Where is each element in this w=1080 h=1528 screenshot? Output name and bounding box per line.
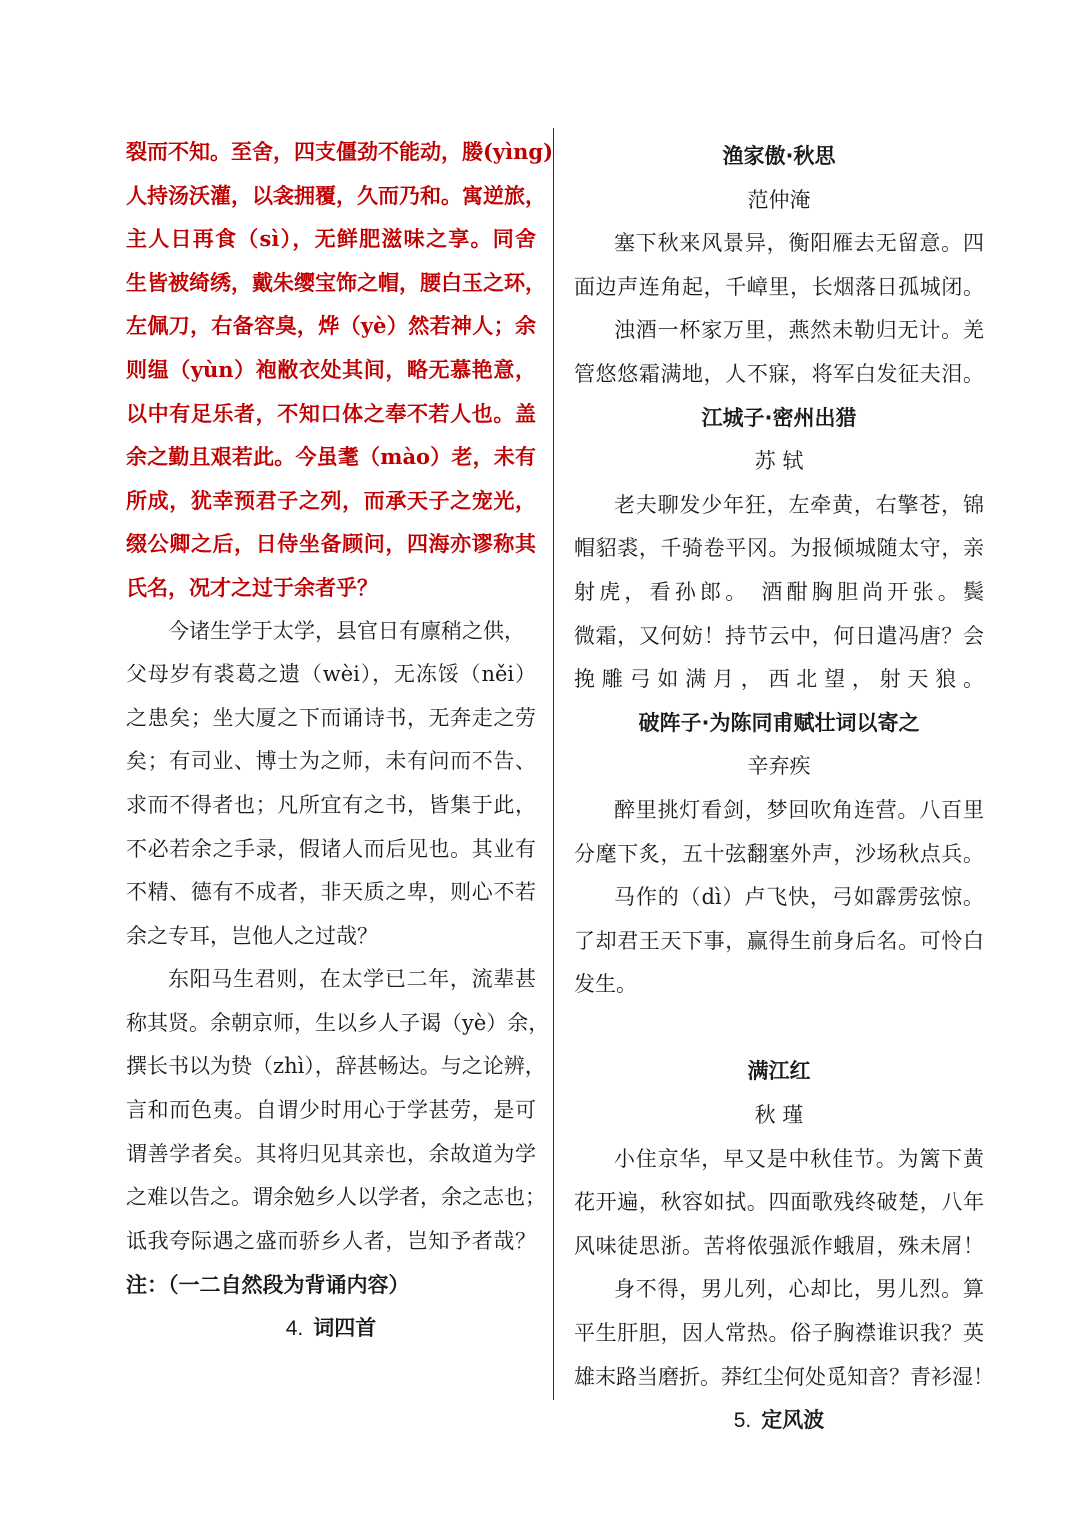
- paragraph-line: 不精、德有不成者，非天质之卑，则心不若: [126, 880, 536, 905]
- red-text-line: 左佩刀，右备容臭，烨（yè）然若神人；余: [126, 313, 536, 339]
- poem-line: 分麾下炙，五十弦翻塞外声，沙场秋点兵。: [574, 841, 984, 866]
- paragraph-line: 父母岁有裘葛之遗（wèi），无冻馁（něi）: [126, 662, 536, 687]
- red-text-line: 氏名，况才之过于余者乎？: [126, 574, 378, 600]
- section-heading: [574, 1399, 984, 1443]
- poem-line: 醉里挑灯看剑，梦回吹角连营。八百里: [614, 797, 984, 822]
- paragraph-line: 谓善学者矣。其将归见其亲也，余故道为学: [126, 1141, 536, 1166]
- poem-line: 管悠悠霜满地，人不寐，将军白发征夫泪。: [574, 361, 984, 386]
- poem-line: 浊酒一杯家万里，燕然未勒归无计。羌: [614, 318, 984, 343]
- paragraph-line: 撰长书以为贽（zhì），辞甚畅达。与之论辨，: [126, 1054, 546, 1079]
- red-text-line: 生皆被绮绣，戴朱缨宝饰之帽，腰白玉之环，: [126, 269, 546, 295]
- poem-line: 了却君王天下事，赢得生前身后名。可怜白: [574, 928, 984, 953]
- poem-line: 老夫聊发少年狂，左牵黄，右擎苍，锦: [614, 492, 984, 517]
- spacer: [574, 1007, 984, 1051]
- poem-title: 满江红: [747, 1059, 811, 1084]
- poem-line: 风味徒思浙。苦将侬强派作蛾眉，殊未屑！: [574, 1233, 984, 1258]
- section-number: 4.: [285, 1317, 304, 1341]
- poem-author: 秋 瑾: [754, 1103, 804, 1128]
- paragraph-line: 之难以告之。谓余勉乡人以学者，余之志也；: [126, 1185, 546, 1210]
- paragraph-line: 诋我夸际遇之盛而骄乡人者，岂知予者哉？: [126, 1228, 536, 1253]
- poem-line: 射虎，看孙郎。 酒酣胸胆尚开张。鬓: [574, 579, 984, 604]
- red-text-line: 缀公卿之后，日侍坐备顾问，四海亦谬称其: [126, 531, 536, 557]
- section-number: 5.: [733, 1409, 752, 1433]
- poem-line: 马作的（dì）卢飞快，弓如霹雳弦惊。: [614, 885, 984, 910]
- column-divider: [553, 128, 554, 1400]
- note-text: 注：（一二自然段为背诵内容）: [126, 1272, 410, 1298]
- paragraph-line: 称其贤。余朝京师，生以乡人子谒（yè）余，: [126, 1010, 550, 1035]
- paragraph-line: 之患矣；坐大厦之下而诵诗书，无奔走之劳: [126, 705, 536, 730]
- red-text-line: 则缊（yùn）袍敝衣处其间，略无慕艳意，: [126, 356, 536, 382]
- poem-line: 帽貂裘，千骑卷平冈。为报倾城随太守，亲: [574, 536, 984, 561]
- paragraph-line: 余之专耳，岂他人之过哉？: [126, 923, 378, 948]
- poem-author: 范仲淹: [747, 187, 811, 212]
- red-text-line: 裂而不知。至舍，四支僵劲不能动，媵(yìng): [126, 139, 554, 164]
- section-title: 定风波: [761, 1408, 825, 1433]
- poem-title: 渔家傲·秋思: [722, 144, 836, 168]
- poem-title: 破阵子·为陈同甫赋壮词以寄之: [638, 710, 920, 735]
- red-text-line: 所成，犹幸预君子之列，而承天子之宠光，: [126, 487, 536, 513]
- right-column: [574, 135, 994, 1443]
- red-text-line: 余之勤且艰若此。今虽耄（mào）老，未有: [126, 444, 536, 470]
- poem-line: 小住京华，早又是中秋佳节。为篱下黄: [614, 1146, 984, 1171]
- section-heading: [126, 1307, 536, 1351]
- paragraph-line: 不必若余之手录，假诸人而后见也。其业有: [126, 836, 536, 861]
- paragraph-line: 今诸生学于太学，县官日有廪稍之供，: [168, 618, 525, 643]
- red-text-line: 人持汤沃灌，以衾拥覆，久而乃和。寓逆旅，: [126, 182, 546, 208]
- red-text-line: 以中有足乐者，不知口体之奉不若人也。盖: [126, 400, 536, 426]
- poem-line: 塞下秋来风景异，衡阳雁去无留意。四: [614, 231, 984, 256]
- poem-line: 发生。: [574, 972, 637, 997]
- red-text-line: 主人日再食（sì），无鲜肥滋味之享。同舍: [126, 226, 536, 252]
- poem-line: 面边声连角起，千嶂里，长烟落日孤城闭。: [574, 274, 984, 299]
- poem-line: 雄末路当磨折。莽红尘何处觅知音？青衫湿！: [574, 1364, 994, 1389]
- poem-author: 苏 轼: [754, 449, 804, 474]
- poem-line: 花开遍，秋容如拭。四面歌残终破楚，八年: [574, 1190, 984, 1215]
- poem-line: 平生肝胆，因人常热。俗子胸襟谁识我？英: [574, 1321, 984, 1346]
- section-title: 词四首: [313, 1316, 377, 1341]
- paragraph-line: 东阳马生君则，在太学已二年，流辈甚: [168, 967, 536, 992]
- paragraph-line: 言和而色夷。自谓少时用心于学甚劳，是可: [126, 1098, 536, 1123]
- poem-title: 江城子·密州出猎: [701, 405, 857, 430]
- left-column: [126, 130, 554, 1351]
- poem-line: 挽雕弓如满月，西北望，射天狼。: [574, 667, 984, 692]
- poem-line: 微霜，又何妨！持节云中，何日遣冯唐？会: [574, 623, 984, 648]
- poem-author: 辛弃疾: [747, 754, 811, 779]
- paragraph-line: 求而不得者也；凡所宜有之书，皆集于此，: [126, 792, 536, 817]
- paragraph-line: 矣；有司业、博士为之师，未有问而不告、: [126, 749, 536, 774]
- poem-line: 身不得，男儿列，心却比，男儿烈。算: [614, 1277, 984, 1302]
